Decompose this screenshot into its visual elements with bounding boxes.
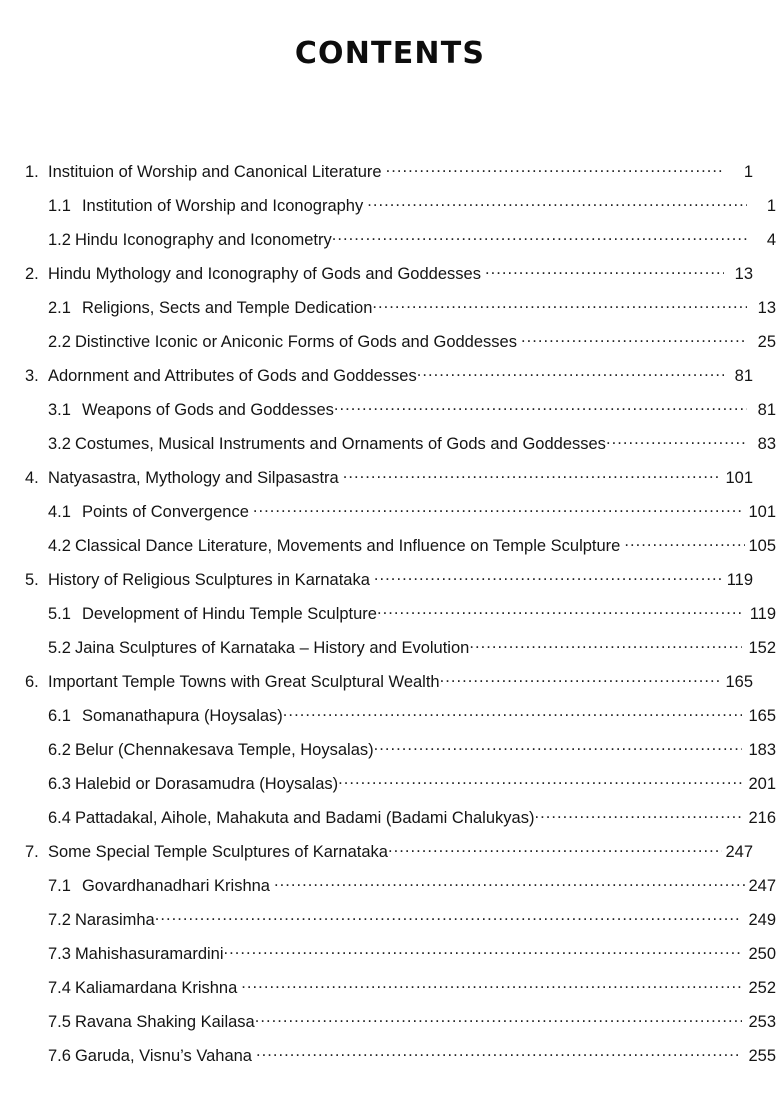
toc-entry[interactable] [25,908,776,942]
toc-entry[interactable] [25,738,776,772]
toc-leader-dots [624,534,745,551]
toc-entry-number: 1.2 [48,230,71,249]
toc-entry-number: 4.2 [48,536,71,555]
toc-entry[interactable] [25,364,753,398]
toc-entry-title: Hindu Mythology and Iconography of Gods and Goddesses [48,264,481,283]
toc-entry-page-number: 25 [757,332,776,351]
toc-entry-page-number: 253 [748,1012,776,1031]
toc-entry-number: 4.1 [48,502,71,521]
toc-entry[interactable] [25,194,776,228]
toc-entry-title: Govardhanadhari Krishna [81,876,270,895]
toc-entry-title: Natyasastra, Mythology and Silpasastra [48,468,339,487]
toc-entry-title: Weapons of Gods and Goddesses [81,400,334,419]
toc-entry-title: History of Religious Sculptures in Karnataka [48,570,370,589]
toc-entry[interactable] [25,330,776,364]
toc-entry-page-number: 105 [748,536,776,555]
toc-entry-title: Costumes, Musical Instruments and Ornaments of Gods and Goddesses [74,434,606,453]
toc-entry-title: Classical Dance Literature, Movements and Influence on Temple Sculpture [74,536,621,555]
toc-entry-number: 2.2 [48,332,71,351]
toc-entry-title: Points of Convergence [81,502,249,521]
page-title: CONTENTS [294,36,486,71]
toc-entry-page-number: 252 [748,978,776,997]
toc-entry-page-number: 81 [734,366,753,385]
toc-leader-dots [372,296,747,313]
toc-entry[interactable] [25,874,776,908]
toc-entry-number: 7.4 [48,978,71,997]
toc-leader-dots [374,738,743,755]
toc-entry-page-number: 183 [748,740,776,759]
toc-entry-number: 5. [25,570,39,589]
toc-entry-title: Ravana Shaking Kailasa [74,1012,255,1031]
toc-entry-number: 7.3 [48,944,71,963]
toc-entry-number: 3. [25,366,39,385]
toc-entry-title: Kaliamardana Krishna [74,978,238,997]
toc-entry[interactable] [25,160,753,194]
toc-entry-title: Institution of Worship and Iconography [81,196,364,215]
toc-entry-page-number: 83 [757,434,776,453]
toc-entry-page-number: 165 [748,706,776,725]
toc-leader-dots [255,1010,743,1027]
toc-entry[interactable] [25,228,776,262]
toc-entry[interactable] [25,296,776,330]
toc-entry-title: Religions, Sects and Temple Dedication [81,298,373,317]
toc-leader-dots [386,160,724,177]
toc-entry-page-number: 152 [748,638,776,657]
toc-entry-number: 3.2 [48,434,71,453]
toc-entry-number: 6.3 [48,774,71,793]
toc-entry-page-number: 1 [743,162,753,181]
toc-leader-dots [521,330,747,347]
toc-entry[interactable] [25,1044,776,1078]
toc-entry-page-number: 247 [725,842,753,861]
toc-entry-page-number: 247 [748,876,776,895]
toc-entry[interactable] [25,840,753,874]
toc-entry-page-number: 13 [757,298,776,317]
toc-entry[interactable] [25,534,776,568]
toc-entry[interactable] [25,432,776,466]
toc-leader-dots [334,398,747,415]
toc-entry-number: 7.5 [48,1012,71,1031]
toc-entry-page-number: 1 [766,196,776,215]
toc-entry[interactable] [25,806,776,840]
toc-leader-dots [224,942,743,959]
toc-entry-page-number: 13 [734,264,753,283]
toc-entry-number: 7.6 [48,1046,71,1065]
toc-entry-page-number: 101 [725,468,753,487]
toc-entry[interactable] [25,398,776,432]
toc-leader-dots [367,194,747,211]
toc-entry-number: 6.1 [48,706,71,725]
toc-leader-dots [417,364,724,381]
toc-leader-dots [256,1044,742,1061]
toc-entry-page-number: 249 [748,910,776,929]
toc-entry-title: Distinctive Iconic or Aniconic Forms of Gods and Goddesses [74,332,517,351]
toc-entry[interactable] [25,262,753,296]
toc-entry-number: 3.1 [48,400,71,419]
toc-entry-number: 1. [25,162,39,181]
toc-leader-dots [485,262,724,279]
toc-entry-title: Mahishasuramardini [74,944,224,963]
toc-entry[interactable] [25,772,776,806]
toc-entry[interactable] [25,942,776,976]
toc-entry-title: Some Special Temple Sculptures of Karnataka [48,842,388,861]
toc-leader-dots [534,806,742,823]
toc-leader-dots [274,874,745,891]
toc-leader-dots [374,568,721,585]
toc-entry-title: Jaina Sculptures of Karnataka – History and Evolution [74,638,470,657]
toc-leader-dots [377,602,744,619]
toc-entry[interactable] [25,500,776,534]
toc-entry-title: Somanathapura (Hoysalas) [81,706,283,725]
toc-entry-title: Adornment and Attributes of Gods and Goddesses [48,366,417,385]
toc-entry-title: Narasimha [74,910,155,929]
toc-entry-number: 6. [25,672,39,691]
toc-entry-title: Belur (Chennakesava Temple, Hoysalas) [74,740,374,759]
toc-entry-number: 5.1 [48,604,71,623]
toc-entry-title: Hindu Iconography and Iconometry [74,230,332,249]
toc-entry-number: 7. [25,842,39,861]
toc-entry-number: 6.4 [48,808,71,827]
toc-entry-title: Halebid or Dorasamudra (Hoysalas) [74,774,339,793]
toc-entry-title: Pattadakal, Aihole, Mahakuta and Badami (Badami Chalukyas) [74,808,535,827]
toc-entry-page-number: 4 [766,230,776,249]
toc-entry-page-number: 119 [749,604,776,623]
toc-entry[interactable] [25,1010,776,1044]
toc-entry-page-number: 201 [748,774,776,793]
toc-leader-dots [241,976,742,993]
toc-leader-dots [283,704,743,721]
toc-entry[interactable] [25,568,753,602]
toc-entry-number: 7.2 [48,910,71,929]
toc-entry-number: 4. [25,468,39,487]
toc-entry-page-number: 81 [757,400,776,419]
toc-leader-dots [253,500,743,517]
toc-entry-page-number: 216 [748,808,776,827]
toc-entry-title: Garuda, Visnu’s Vahana [74,1046,252,1065]
toc-entry-title: Important Temple Towns with Great Sculptural Wealth [48,672,440,691]
toc-entry-page-number: 119 [726,570,753,589]
toc-entry[interactable] [25,670,753,704]
toc-entry-page-number: 101 [748,502,776,521]
toc-entry[interactable] [25,704,776,738]
toc-entry-number: 2. [25,264,39,283]
toc-entry-page-number: 255 [748,1046,776,1065]
toc-entry[interactable] [25,976,776,1010]
toc-entry-title: Instituion of Worship and Canonical Literature [48,162,382,181]
toc-entry-number: 5.2 [48,638,71,657]
toc-entry[interactable] [25,466,753,500]
toc-leader-dots [440,670,720,687]
toc-leader-dots [606,432,747,449]
toc-entry-page-number: 165 [725,672,753,691]
toc-entry[interactable] [25,602,776,636]
toc-leader-dots [469,636,742,653]
toc-leader-dots [332,228,747,245]
toc-leader-dots [388,840,723,857]
toc-leader-dots [338,772,742,789]
toc-leader-dots [343,466,720,483]
toc-entry-page-number: 250 [748,944,776,963]
toc-entry[interactable] [25,636,776,670]
toc-leader-dots [155,908,743,925]
toc-entry-number: 7.1 [48,876,71,895]
toc-entry-title: Development of Hindu Temple Sculpture [81,604,377,623]
toc-entry-number: 6.2 [48,740,71,759]
table-of-contents [25,160,776,1078]
toc-entry-number: 1.1 [48,196,71,215]
toc-entry-number: 2.1 [48,298,71,317]
